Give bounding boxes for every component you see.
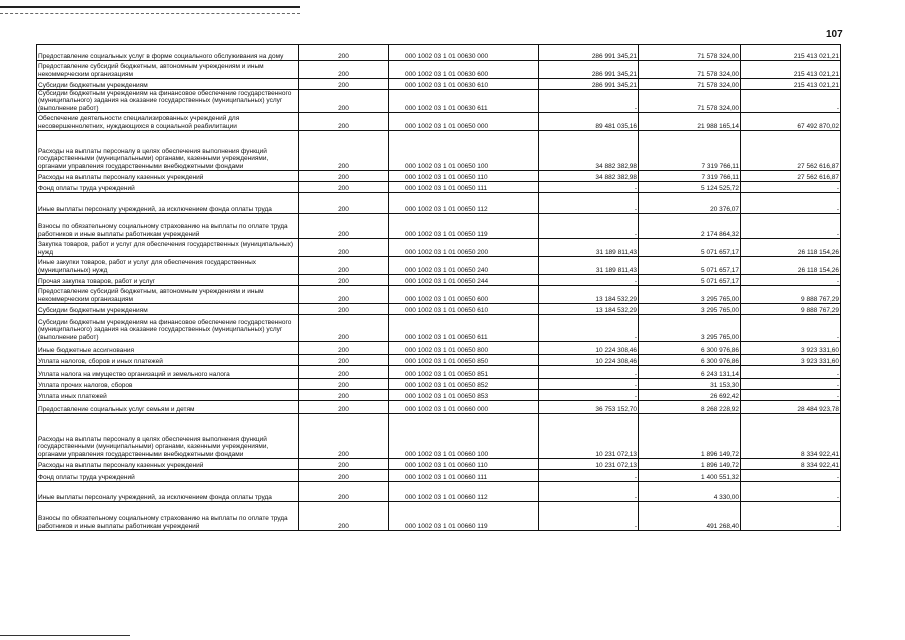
cell-name: Уплата иных платежей — [37, 390, 299, 401]
cell-executed: 6 243 131,14 — [639, 366, 741, 379]
budget-table-body — [37, 45, 841, 531]
table-row — [37, 342, 841, 355]
cell-line-code: 200 — [299, 414, 389, 459]
cell-line-code: 200 — [299, 214, 389, 239]
cell-executed: 20 376,07 — [639, 193, 741, 214]
table-row — [37, 459, 841, 470]
table-row — [37, 171, 841, 182]
table-row — [37, 366, 841, 379]
cell-line-code: 200 — [299, 45, 389, 61]
cell-budget-code: 000 1002 03 1 01 00650 200 — [389, 239, 539, 257]
cell-executed: 26 692,42 — [639, 390, 741, 401]
cell-approved: 10 231 072,13 — [539, 459, 639, 470]
cell-line-code: 200 — [299, 275, 389, 286]
cell-name: Расходы на выплаты персоналу в целях обеспечения выполнения функций государственными (муниципальными) органами, казенными учреждениями, органами управления государственными внебюджетными фондами — [37, 131, 299, 171]
table-row — [37, 113, 841, 131]
table-row — [37, 214, 841, 239]
cell-executed: 71 578 324,00 — [639, 90, 741, 113]
table-row — [37, 414, 841, 459]
cell-unexecuted: 215 413 021,21 — [741, 45, 841, 61]
cell-line-code: 200 — [299, 193, 389, 214]
cell-executed: 7 319 766,11 — [639, 131, 741, 171]
table-row — [37, 470, 841, 482]
cell-executed: 31 153,30 — [639, 379, 741, 390]
cell-executed: 8 268 228,92 — [639, 401, 741, 414]
cell-unexecuted: - — [741, 379, 841, 390]
cell-approved: 13 184 532,29 — [539, 304, 639, 315]
cell-approved: 13 184 532,29 — [539, 286, 639, 304]
cell-unexecuted: 67 492 870,02 — [741, 113, 841, 131]
cell-executed: 1 896 149,72 — [639, 414, 741, 459]
cell-executed: 71 578 324,00 — [639, 45, 741, 61]
cell-name: Субсидии бюджетным учреждениям на финансовое обеспечение государственного (муниципального) задания на оказание государственных (муниципальных) услуг (выполнение работ) — [37, 90, 299, 113]
cell-line-code: 200 — [299, 286, 389, 304]
cell-unexecuted: - — [741, 482, 841, 502]
cell-line-code: 200 — [299, 131, 389, 171]
cell-line-code: 200 — [299, 379, 389, 390]
cell-unexecuted: 3 923 331,60 — [741, 342, 841, 355]
table-row — [37, 286, 841, 304]
cell-unexecuted: - — [741, 470, 841, 482]
cell-name: Субсидии бюджетным учреждениям — [37, 79, 299, 90]
cell-budget-code: 000 1002 03 1 01 00650 610 — [389, 304, 539, 315]
cell-executed: 5 071 657,17 — [639, 239, 741, 257]
cell-executed: 5 071 657,17 — [639, 257, 741, 275]
cell-budget-code: 000 1002 03 1 01 00650 244 — [389, 275, 539, 286]
cell-budget-code: 000 1002 03 1 01 00650 119 — [389, 214, 539, 239]
cell-executed: 71 578 324,00 — [639, 79, 741, 90]
cell-executed: 5 071 657,17 — [639, 275, 741, 286]
cell-name: Уплата налогов, сборов и иных платежей — [37, 355, 299, 366]
cell-budget-code: 000 1002 03 1 01 00650 850 — [389, 355, 539, 366]
cell-executed: 1 896 149,72 — [639, 459, 741, 470]
table-row — [37, 239, 841, 257]
cell-approved: 34 882 382,98 — [539, 171, 639, 182]
cell-line-code: 200 — [299, 342, 389, 355]
cell-executed: 3 295 765,00 — [639, 286, 741, 304]
table-row — [37, 315, 841, 342]
cell-executed: 4 330,00 — [639, 482, 741, 502]
cell-budget-code: 000 1002 03 1 01 00660 100 — [389, 414, 539, 459]
cell-name: Расходы на выплаты персоналу казенных учреждений — [37, 171, 299, 182]
cell-approved: - — [539, 193, 639, 214]
cell-line-code: 200 — [299, 459, 389, 470]
cell-unexecuted: 27 562 616,87 — [741, 171, 841, 182]
cell-line-code: 200 — [299, 315, 389, 342]
cell-approved: 286 991 345,21 — [539, 79, 639, 90]
cell-line-code: 200 — [299, 79, 389, 90]
budget-table — [36, 44, 841, 531]
cell-budget-code: 000 1002 03 1 01 00650 600 — [389, 286, 539, 304]
cell-approved: 10 224 308,46 — [539, 355, 639, 366]
cell-unexecuted: 9 888 767,29 — [741, 304, 841, 315]
table-row — [37, 257, 841, 275]
cell-line-code: 200 — [299, 355, 389, 366]
cell-name: Предоставление субсидий бюджетным, автономным учреждениям и иным некоммерческим организациям — [37, 61, 299, 79]
table-row — [37, 379, 841, 390]
cell-line-code: 200 — [299, 390, 389, 401]
cell-approved: - — [539, 390, 639, 401]
cell-name: Предоставление социальных услуг семьям и детям — [37, 401, 299, 414]
cell-name: Закупка товаров, работ и услуг для обеспечения государственных (муниципальных) нужд — [37, 239, 299, 257]
cell-name: Прочая закупка товаров, работ и услуг — [37, 275, 299, 286]
cell-name: Фонд оплаты труда учреждений — [37, 470, 299, 482]
table-row — [37, 131, 841, 171]
cell-unexecuted: 9 888 767,29 — [741, 286, 841, 304]
cell-budget-code: 000 1002 03 1 01 00650 851 — [389, 366, 539, 379]
cell-line-code: 200 — [299, 401, 389, 414]
table-row — [37, 182, 841, 193]
cell-name: Уплата налога на имущество организаций и земельного налога — [37, 366, 299, 379]
cell-name: Обеспечение деятельности специализированных учреждений для несовершеннолетних, нуждающихся в социальной реабилитации — [37, 113, 299, 131]
cell-budget-code: 000 1002 03 1 01 00650 611 — [389, 315, 539, 342]
cell-line-code: 200 — [299, 171, 389, 182]
cell-name: Иные выплаты персоналу учреждений, за исключением фонда оплаты труда — [37, 193, 299, 214]
cell-approved: 36 753 152,70 — [539, 401, 639, 414]
cell-line-code: 200 — [299, 90, 389, 113]
cell-name: Иные бюджетные ассигнования — [37, 342, 299, 355]
cell-approved: 286 991 345,21 — [539, 61, 639, 79]
cell-approved: - — [539, 366, 639, 379]
cell-executed: 71 578 324,00 — [639, 61, 741, 79]
cell-approved: - — [539, 182, 639, 193]
cell-budget-code: 000 1002 03 1 01 00630 611 — [389, 90, 539, 113]
cell-budget-code: 000 1002 03 1 01 00650 800 — [389, 342, 539, 355]
cell-line-code: 200 — [299, 470, 389, 482]
cell-line-code: 200 — [299, 239, 389, 257]
table-row — [37, 193, 841, 214]
cell-unexecuted: - — [741, 390, 841, 401]
cell-name: Взносы по обязательному социальному страхованию на выплаты по оплате труда работников и иные выплаты работникам учреждений — [37, 214, 299, 239]
cell-unexecuted: 8 334 922,41 — [741, 459, 841, 470]
cell-approved: - — [539, 214, 639, 239]
cell-unexecuted: 26 118 154,26 — [741, 239, 841, 257]
table-row — [37, 90, 841, 113]
cell-line-code: 200 — [299, 182, 389, 193]
cell-unexecuted: - — [741, 502, 841, 531]
cell-approved: 286 991 345,21 — [539, 45, 639, 61]
cell-name: Субсидии бюджетным учреждениям на финансовое обеспечение государственного (муниципального) задания на оказание государственных (муниципальных) услуг (выполнение работ) — [37, 315, 299, 342]
cell-executed: 491 268,40 — [639, 502, 741, 531]
cell-unexecuted: - — [741, 214, 841, 239]
table-row — [37, 45, 841, 61]
cell-budget-code: 000 1002 03 1 01 00630 610 — [389, 79, 539, 90]
cell-budget-code: 000 1002 03 1 01 00650 110 — [389, 171, 539, 182]
cell-budget-code: 000 1002 03 1 01 00660 112 — [389, 482, 539, 502]
cell-executed: 5 124 525,72 — [639, 182, 741, 193]
cell-executed: 21 988 165,14 — [639, 113, 741, 131]
cell-name: Фонд оплаты труда учреждений — [37, 182, 299, 193]
cell-budget-code: 000 1002 03 1 01 00660 110 — [389, 459, 539, 470]
cell-line-code: 200 — [299, 304, 389, 315]
cell-name: Уплата прочих налогов, сборов — [37, 379, 299, 390]
table-row — [37, 401, 841, 414]
cell-unexecuted: - — [741, 275, 841, 286]
cell-approved: 31 189 811,43 — [539, 239, 639, 257]
table-row — [37, 482, 841, 502]
table-row — [37, 390, 841, 401]
cell-unexecuted: - — [741, 182, 841, 193]
cell-line-code: 200 — [299, 257, 389, 275]
cell-line-code: 200 — [299, 502, 389, 531]
cell-approved: - — [539, 502, 639, 531]
cell-executed: 6 300 976,86 — [639, 342, 741, 355]
cell-executed: 7 319 766,11 — [639, 171, 741, 182]
cell-unexecuted: 3 923 331,60 — [741, 355, 841, 366]
cell-approved: - — [539, 90, 639, 113]
cell-budget-code: 000 1002 03 1 01 00630 600 — [389, 61, 539, 79]
table-row — [37, 275, 841, 286]
cell-unexecuted: - — [741, 193, 841, 214]
cell-line-code: 200 — [299, 61, 389, 79]
cell-budget-code: 000 1002 03 1 01 00650 853 — [389, 390, 539, 401]
footer-rule — [0, 635, 130, 636]
table-row — [37, 61, 841, 79]
cell-budget-code: 000 1002 03 1 01 00660 119 — [389, 502, 539, 531]
cell-approved: - — [539, 379, 639, 390]
cell-approved: 89 481 035,16 — [539, 113, 639, 131]
cell-approved: - — [539, 482, 639, 502]
cell-budget-code: 000 1002 03 1 01 00650 000 — [389, 113, 539, 131]
cell-approved: 31 189 811,43 — [539, 257, 639, 275]
cell-approved: 10 224 308,46 — [539, 342, 639, 355]
cell-approved: 10 231 072,13 — [539, 414, 639, 459]
cell-budget-code: 000 1002 03 1 01 00650 111 — [389, 182, 539, 193]
cell-executed: 3 295 765,00 — [639, 304, 741, 315]
cell-approved: - — [539, 470, 639, 482]
cell-unexecuted: 8 334 922,41 — [741, 414, 841, 459]
cell-approved: - — [539, 275, 639, 286]
cell-budget-code: 000 1002 03 1 01 00630 000 — [389, 45, 539, 61]
cell-name: Взносы по обязательному социальному страхованию на выплаты по оплате труда работников и иные выплаты работникам учреждений — [37, 502, 299, 531]
cell-unexecuted: 28 484 923,78 — [741, 401, 841, 414]
cell-name: Предоставление субсидий бюджетным, автономным учреждениям и иным некоммерческим организациям — [37, 286, 299, 304]
cell-budget-code: 000 1002 03 1 01 00650 112 — [389, 193, 539, 214]
cell-executed: 6 300 976,86 — [639, 355, 741, 366]
cell-unexecuted: - — [741, 90, 841, 113]
cell-executed: 1 400 551,32 — [639, 470, 741, 482]
cell-approved: - — [539, 315, 639, 342]
cell-line-code: 200 — [299, 482, 389, 502]
cell-name: Иные закупки товаров, работ и услуг для обеспечения государственных (муниципальных) нужд — [37, 257, 299, 275]
cell-budget-code: 000 1002 03 1 01 00660 000 — [389, 401, 539, 414]
cell-name: Расходы на выплаты персоналу казенных учреждений — [37, 459, 299, 470]
cell-unexecuted: 26 118 154,26 — [741, 257, 841, 275]
cell-budget-code: 000 1002 03 1 01 00660 111 — [389, 470, 539, 482]
cell-budget-code: 000 1002 03 1 01 00650 100 — [389, 131, 539, 171]
cell-approved: 34 882 382,98 — [539, 131, 639, 171]
table-row — [37, 355, 841, 366]
cell-unexecuted: - — [741, 366, 841, 379]
cell-name: Предоставление социальных услуг в форме социального обслуживания на дому — [37, 45, 299, 61]
cell-name: Расходы на выплаты персоналу в целях обеспечения выполнения функций государственными (муниципальными) органами, казенными учреждениями, органами управления государственными внебюджетными фондами — [37, 414, 299, 459]
cell-budget-code: 000 1002 03 1 01 00650 852 — [389, 379, 539, 390]
table-row — [37, 502, 841, 531]
page-number: 107 — [826, 29, 843, 40]
cell-budget-code: 000 1002 03 1 01 00650 240 — [389, 257, 539, 275]
cell-unexecuted: 215 413 021,21 — [741, 61, 841, 79]
header-dashed-rule — [0, 13, 300, 14]
cell-unexecuted: - — [741, 315, 841, 342]
cell-unexecuted: 27 562 616,87 — [741, 131, 841, 171]
cell-line-code: 200 — [299, 113, 389, 131]
cell-executed: 2 174 864,32 — [639, 214, 741, 239]
cell-executed: 3 295 765,00 — [639, 315, 741, 342]
cell-unexecuted: 215 413 021,21 — [741, 79, 841, 90]
table-row — [37, 304, 841, 315]
cell-line-code: 200 — [299, 366, 389, 379]
table-row — [37, 79, 841, 90]
cell-name: Иные выплаты персоналу учреждений, за исключением фонда оплаты труда — [37, 482, 299, 502]
header-rule — [0, 6, 300, 8]
cell-name: Субсидии бюджетным учреждениям — [37, 304, 299, 315]
